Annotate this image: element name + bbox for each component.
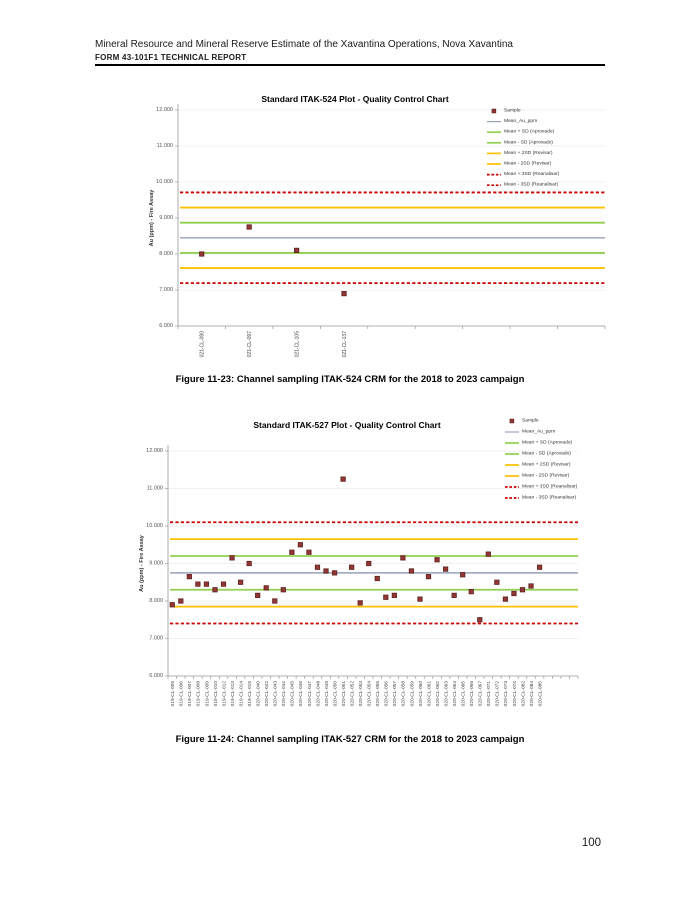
sample-point xyxy=(341,477,345,481)
sample-point xyxy=(512,591,516,595)
legend-label: Mean + SD (Aprovado) xyxy=(504,129,555,135)
sample-point xyxy=(392,593,396,597)
x-tick-label: 020-CL-072 xyxy=(495,681,501,707)
sample-point xyxy=(170,603,174,607)
x-tick-label: 020-CL-058 xyxy=(401,681,407,707)
sample-point xyxy=(460,573,464,577)
sample-point xyxy=(409,569,413,573)
x-tick-label: 019-CL-005 xyxy=(171,681,177,707)
x-tick-label: 020-CL-073 xyxy=(504,681,510,707)
y-axis-title: Au (ppm) - Fire Assay xyxy=(139,535,145,592)
x-tick-label: 020-CL-046 xyxy=(299,681,305,707)
report-subtitle: FORM 43-101F1 TECHNICAL REPORT xyxy=(95,53,247,62)
x-tick-label: 020-CL-062 xyxy=(435,681,441,707)
y-tick-label: 9.000 xyxy=(159,215,173,221)
x-axis xyxy=(168,676,578,679)
sample-point xyxy=(342,291,346,295)
x-tick-label: 019-CL-012 xyxy=(222,681,228,707)
x-tick-label: 020-CL-053 xyxy=(359,681,365,707)
sample-point xyxy=(324,569,328,573)
sample-point xyxy=(200,252,204,256)
legend-label: Mean + 2SD (Revisar) xyxy=(522,462,571,468)
x-tick-label: 020-CL-049 xyxy=(324,681,330,707)
sample-point xyxy=(375,576,379,580)
y-tick-label: 8.000 xyxy=(159,251,173,257)
x-tick-label: 020-CL-044 xyxy=(282,681,288,707)
x-tick-label: 021-CL-137 xyxy=(341,331,348,358)
gridlines xyxy=(168,451,578,676)
x-tick-label: 019-CL-007 xyxy=(188,681,194,707)
report-title: Mineral Resource and Mineral Reserve Estimate of the Xavantina Operations, Nova Xavantina xyxy=(95,39,513,50)
sample-point xyxy=(273,599,277,603)
x-tick-label: 020-CL-054 xyxy=(367,681,373,707)
y-tick-label: 12.000 xyxy=(156,107,173,113)
x-tick-label: 020-CL-048 xyxy=(316,681,322,707)
sample-point xyxy=(315,565,319,569)
x-tick-label: 020-CL-056 xyxy=(384,681,390,707)
y-tick-label: 10.000 xyxy=(146,523,163,529)
sample-point xyxy=(349,565,353,569)
y-tick-label: 11.000 xyxy=(146,485,163,492)
x-tick-label: 020-CL-066 xyxy=(470,681,476,707)
sample-points xyxy=(170,477,542,622)
y-tick-label: 12.000 xyxy=(146,448,163,454)
x-tick-label: 020-CL-055 xyxy=(376,681,382,707)
x-tick-label: 019-CL-008 xyxy=(196,681,202,707)
y-tick-label: 7.000 xyxy=(159,287,173,293)
x-tick-label: 019-CL-014 xyxy=(239,681,245,707)
sample-point xyxy=(255,593,259,597)
sample-point xyxy=(294,248,298,252)
y-axis xyxy=(156,104,178,329)
x-tick-labels xyxy=(170,681,543,707)
sample-point xyxy=(213,588,217,592)
legend-label: Mean - SD (Aprovado) xyxy=(504,140,553,146)
sample-point xyxy=(469,589,473,593)
sample-point xyxy=(418,597,422,601)
figure-11-23-caption: Figure 11-23: Channel sampling ITAK-524 CRM for the 2018 to 2023 campaign xyxy=(175,374,525,385)
legend-label: Mean - 3SD (Reanalisar) xyxy=(504,182,559,188)
sample-point xyxy=(238,580,242,584)
sample-point xyxy=(358,601,362,605)
x-tick-label: 020-CL-042 xyxy=(265,681,271,707)
sample-point xyxy=(307,550,311,554)
sample-point xyxy=(503,597,507,601)
x-tick-label: 020-CL-057 xyxy=(393,681,399,707)
x-tick-label: 020-CL-071 xyxy=(487,681,493,707)
sample-point xyxy=(281,588,285,592)
sample-point xyxy=(426,574,430,578)
legend-label: Mean - 2SD (Revisar) xyxy=(522,473,570,479)
legend-label: Sample xyxy=(504,108,521,114)
sample-point xyxy=(230,556,234,560)
sample-point xyxy=(367,561,371,565)
x-tick-label: 020-CL-084 xyxy=(529,681,535,707)
sample-point xyxy=(247,561,251,565)
sample-point xyxy=(520,588,524,592)
x-tick-label: 020-CL-065 xyxy=(461,681,467,707)
y-tick-label: 7.000 xyxy=(149,635,163,642)
sample-point xyxy=(290,550,294,554)
sample-point xyxy=(298,543,302,547)
itak-524-quality-control-chart xyxy=(140,86,610,386)
chart-title: Standard ITAK-524 Plot - Quality Control Chart xyxy=(261,94,449,104)
sample-point xyxy=(247,225,251,229)
legend-label: Mean + 3SD (Reanalisar) xyxy=(504,172,560,178)
legend-label: Mean_Au_ppm xyxy=(504,119,538,125)
x-tick-label: 020-CL-040 xyxy=(256,681,262,707)
sample-point xyxy=(264,586,268,590)
x-axis xyxy=(178,326,605,329)
x-tick-label: 019-CL-009 xyxy=(205,681,211,707)
sample-point xyxy=(221,582,225,586)
chart-title: Standard ITAK-527 Plot - Quality Control Chart xyxy=(253,420,441,430)
sample-points xyxy=(200,225,347,296)
legend-label: Mean - 2SD (Revisar) xyxy=(504,161,552,167)
sample-point xyxy=(204,582,208,586)
itak-527-quality-control-chart xyxy=(130,412,608,734)
x-tick-label: 020-CL-050 xyxy=(333,681,339,707)
sample-point xyxy=(401,556,405,560)
x-tick-label: 020-CL-059 xyxy=(410,681,416,707)
x-tick-label: 020-CL-067 xyxy=(478,681,484,707)
x-tick-label: 019-CL-015 xyxy=(247,681,253,707)
sample-point xyxy=(179,599,183,603)
sample-point xyxy=(529,584,533,588)
sample-point xyxy=(478,618,482,622)
legend-label: Mean - SD (Aprovado) xyxy=(522,451,571,457)
x-tick-label: 020-CL-043 xyxy=(273,681,279,707)
page-number: 100 xyxy=(581,837,601,849)
sample-point xyxy=(452,593,456,597)
y-tick-label: 6.000 xyxy=(149,673,163,679)
legend-label: Mean + SD (Aprovado) xyxy=(522,440,573,446)
y-tick-label: 9.000 xyxy=(149,560,163,567)
legend xyxy=(487,108,560,188)
sample-point xyxy=(495,580,499,584)
x-tick-label: 020-CL-047 xyxy=(307,681,313,707)
x-tick-labels xyxy=(200,331,348,358)
legend-label: Mean - 3SD (Reanalisar) xyxy=(522,495,577,501)
x-tick-label: 019-CL-006 xyxy=(179,681,185,707)
figure-11-24-caption: Figure 11-24: Channel sampling ITAK-527 CRM for the 2018 to 2023 campaign xyxy=(175,734,525,745)
sample-point xyxy=(537,565,541,569)
x-tick-label: 020-CL-082 xyxy=(521,681,527,707)
x-tick-label: 019-CL-010 xyxy=(213,681,219,707)
x-tick-label: 020-CL-060 xyxy=(418,681,424,707)
y-tick-label: 11.000 xyxy=(156,143,173,149)
legend-label: Mean + 2SD (Revisar) xyxy=(504,150,553,156)
y-tick-label: 10.000 xyxy=(156,179,173,185)
x-tick-label: 020-CL-085 xyxy=(538,681,544,707)
x-tick-label: 020-CL-061 xyxy=(427,681,433,707)
sample-point xyxy=(435,558,439,562)
sample-point xyxy=(486,552,490,556)
header-rule xyxy=(95,64,605,66)
legend-label: Sample xyxy=(522,418,539,424)
legend xyxy=(505,418,578,501)
x-tick-label: 020-CL-052 xyxy=(350,681,356,707)
legend-label: Mean + 3SD (Reanalisar) xyxy=(522,484,578,490)
sample-point xyxy=(384,595,388,599)
sample-point xyxy=(332,571,336,575)
sample-point xyxy=(187,574,191,578)
y-tick-label: 6.000 xyxy=(159,323,173,329)
y-axis-title: Au (ppm) - Fire Assay xyxy=(149,189,155,247)
x-tick-label: 020-CL-051 xyxy=(341,681,347,707)
x-tick-label: 020-CL-074 xyxy=(512,681,518,707)
legend-sample-marker xyxy=(492,109,496,113)
y-tick-label: 8.000 xyxy=(149,598,163,604)
sample-point xyxy=(443,567,447,571)
x-tick-label: 020-CL-045 xyxy=(290,681,296,707)
y-axis xyxy=(146,445,168,679)
x-tick-label: 021-CL-105 xyxy=(294,331,301,358)
x-tick-label: 020-CL-064 xyxy=(452,681,458,707)
legend-label: Mean_Au_ppm xyxy=(522,429,556,435)
legend-sample-marker xyxy=(510,419,514,423)
x-tick-label: 021-CL-090 xyxy=(199,331,206,358)
x-tick-label: 020-CL-063 xyxy=(444,681,450,707)
x-tick-label: 021-CL-097 xyxy=(247,331,254,358)
sample-point xyxy=(196,582,200,586)
x-tick-label: 019-CL-013 xyxy=(230,681,236,707)
